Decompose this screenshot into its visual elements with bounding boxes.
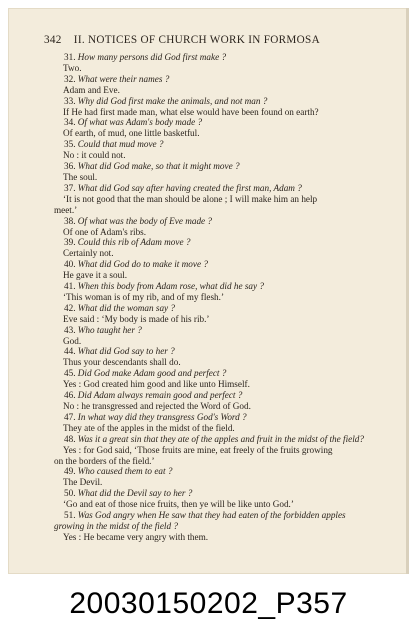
- question-number: 51.: [64, 510, 78, 521]
- question-text: Could that mud move ?: [77, 139, 164, 150]
- question-number: 42.: [64, 302, 78, 313]
- answer-text: Adam and Eve.: [63, 84, 120, 95]
- question: [64, 216, 390, 227]
- question-number: 38.: [64, 215, 78, 226]
- answer-text: The soul.: [63, 171, 98, 182]
- question: [64, 488, 390, 499]
- question: [64, 117, 390, 128]
- question-number: 49.: [64, 466, 78, 477]
- question-number: 40.: [64, 259, 78, 270]
- question-number: 48.: [64, 433, 78, 444]
- question: [64, 183, 390, 194]
- question: [64, 412, 390, 423]
- question-text: Was God angry when He saw that they had eaten of the forbidden apples: [77, 510, 346, 521]
- question-text: Of what was Adam's body made ?: [77, 117, 203, 128]
- question-number: 50.: [64, 488, 78, 499]
- answer-text: Yes : God created him good and like unto Himself.: [63, 379, 250, 390]
- question: [64, 510, 390, 521]
- question-text: What did God say after having created the first man, Adam ?: [77, 182, 302, 193]
- question-number: 39.: [64, 237, 78, 248]
- question-number: 33.: [64, 95, 78, 106]
- answer-text: Yes : He became very angry with them.: [63, 531, 209, 542]
- question-number: 47.: [64, 411, 78, 422]
- answer-text: They ate of the apples in the midst of the field.: [63, 422, 235, 433]
- question-text-continued: [54, 521, 390, 532]
- answer-text: God.: [63, 335, 82, 346]
- question-number: 45.: [64, 368, 78, 379]
- answer-text: No : it could not.: [63, 150, 126, 161]
- running-header: [44, 34, 374, 46]
- question-text: In what way did they transgress God's Word ?: [77, 411, 247, 422]
- question-text: What did the woman say ?: [77, 302, 176, 313]
- running-title: II. NOTICES OF CHURCH WORK IN FORMOSA: [73, 34, 320, 46]
- question-text: What did God say to her ?: [77, 346, 175, 357]
- answer-text: Yes : for God said, ‘Those fruits are mine, eat freely of the fruits growing: [63, 444, 333, 455]
- question-number: 32.: [64, 73, 78, 84]
- question-number: 31.: [64, 52, 78, 62]
- question-text: How many persons did God first make ?: [77, 52, 227, 62]
- footer-identifier: 20030150202_P357: [69, 587, 348, 620]
- question-number: 34.: [64, 117, 78, 128]
- question: [64, 161, 390, 172]
- question-number: 35.: [64, 139, 78, 150]
- question-text: Who caused them to eat ?: [77, 466, 173, 477]
- question-number: 41.: [64, 281, 78, 292]
- question-text: What did God do to make it move ?: [77, 259, 208, 270]
- answer-text: ‘It is not good that the man should be alone ; I will make him an help: [63, 193, 318, 204]
- answer-text: Of one of Adam's ribs.: [63, 226, 147, 237]
- question-text: Could this rib of Adam move ?: [77, 237, 191, 248]
- answer-text: Eve said : ‘My body is made of his rib.’: [63, 313, 210, 324]
- question-text: Why did God first make the animals, and not man ?: [77, 95, 268, 106]
- question-text: Of what was the body of Eve made ?: [77, 215, 213, 226]
- answer-text: meet.’: [54, 204, 78, 215]
- question-number: 36.: [64, 161, 78, 172]
- answer-text: Of earth, of mud, one little basketful.: [63, 128, 200, 139]
- answer-text: No : he transgressed and rejected the Word of God.: [63, 401, 251, 411]
- answer-text: Thus your descendants shall do.: [63, 357, 181, 368]
- question: [64, 139, 390, 150]
- answer-text: ‘This woman is of my rib, and of my flesh.’: [63, 291, 225, 302]
- question: [64, 281, 390, 292]
- question-text: growing in the midst of the field ?: [54, 520, 178, 531]
- question-text: Did Adam always remain good and perfect ?: [77, 390, 243, 401]
- catechism-text: [54, 52, 390, 543]
- question: [64, 74, 390, 85]
- question-text: Was it a great sin that they ate of the apples and fruit in the midst of the field?: [77, 433, 364, 444]
- question: [64, 325, 390, 336]
- question: [64, 303, 390, 314]
- question-text: Who taught her ?: [77, 324, 142, 335]
- question: [64, 390, 390, 401]
- question-number: 46.: [64, 390, 78, 401]
- question-number: 43.: [64, 324, 78, 335]
- question-text: What did God make, so that it might move ?: [77, 161, 240, 172]
- question: [64, 237, 390, 248]
- question-text: What were their names ?: [77, 73, 170, 84]
- question: [64, 96, 390, 107]
- answer-text: Certainly not.: [63, 248, 114, 259]
- question-number: 44.: [64, 346, 78, 357]
- scan-edge: [406, 8, 409, 574]
- answer-text: ‘Go and eat of those nice fruits, then ye will be like unto God.’: [63, 499, 294, 510]
- answer-text: on the borders of the field.’: [54, 455, 155, 466]
- question: [64, 52, 390, 63]
- question-text: What did the Devil say to her ?: [77, 488, 193, 499]
- answer-text: The Devil.: [63, 477, 103, 488]
- question-number: 37.: [64, 182, 78, 193]
- answer-text: If He had first made man, what else would have been found on earth?: [63, 106, 319, 117]
- answer-text: Two.: [63, 62, 82, 73]
- answer-text: He gave it a soul.: [63, 270, 128, 281]
- question: [64, 346, 390, 357]
- question: [64, 259, 390, 270]
- question-text: When this body from Adam rose, what did he say ?: [77, 281, 264, 292]
- question-text: Did God make Adam good and perfect ?: [77, 368, 227, 379]
- page-number: 342: [44, 34, 62, 46]
- question: [64, 368, 390, 379]
- question: [64, 434, 390, 445]
- question: [64, 466, 390, 477]
